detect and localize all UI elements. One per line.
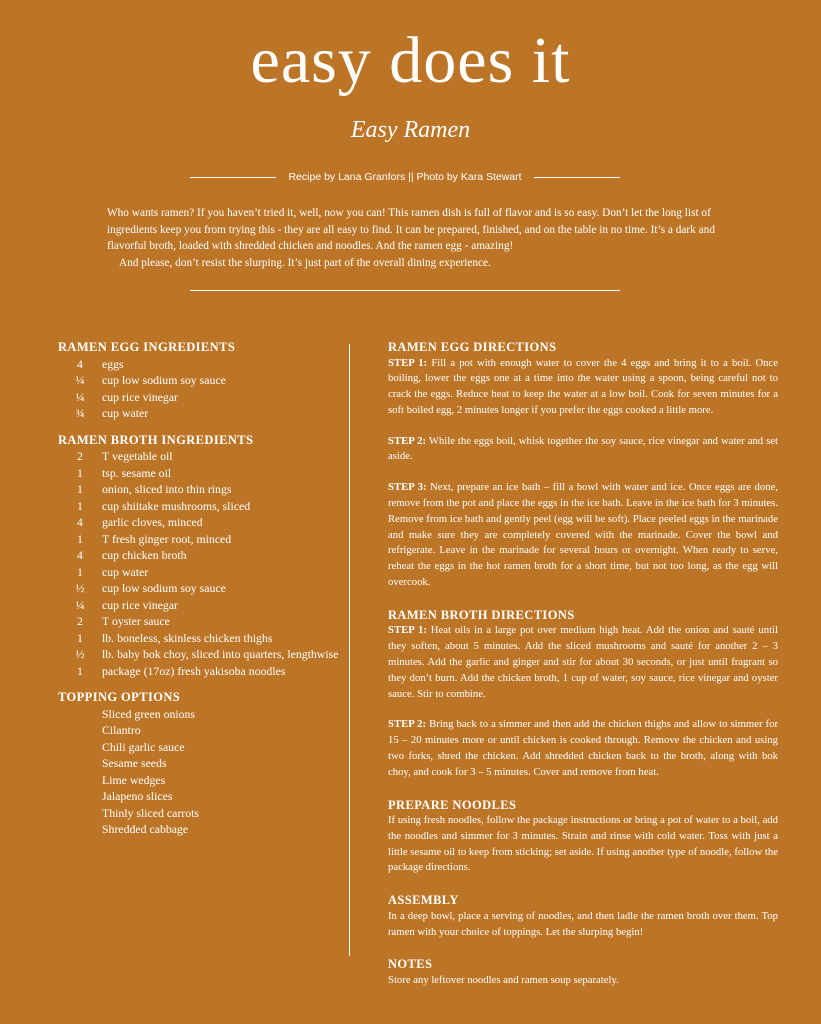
list-item [58,597,343,614]
ingredient-qty: ¼ [75,373,85,387]
ingredient-name: cup low sodium soy sauce [102,581,226,595]
list-item [58,405,343,422]
ingredient-name: cup water [102,406,149,420]
step-label: STEP 1: [388,624,427,637]
list-item [58,663,343,680]
noodles-text: If using fresh noodles, follow the package instructions or bring a pot of water to a boil, add the noodles and simmer for 3 minutes. Strain and rinse with cold water. Toss with just a little sesame oil to keep from sticking; set aside. If using another type of noodle, follow the package directions. [388,814,778,874]
egg-step-2 [388,434,778,466]
credit-rule-right [534,177,620,178]
column-divider [349,344,350,956]
broth-directions-heading: RAMEN BROTH DIRECTIONS [388,607,575,622]
step-label: STEP 2: [388,718,427,731]
ingredient-name: eggs [102,356,124,371]
step-text: Next, prepare an ice bath – fill a bowl with water and ice. Once eggs are done, remove from the pot and place the eggs in the ice bath. Leave in the ice bath for 3 minutes. Remove from ice bath and gently peel (egg will be soft). Place peeled eggs in the marinade and make sure they are completely covered with the marinade. Cover the bowl and refrigerate. Leave in the marinade for several hours or overnight. When ready to serve, reheat the eggs in the hot ramen broth for a short time, but not too long, as the egg will overcook. [388,481,778,589]
ingredient-qty: 1 [77,465,83,480]
ingredient-name: package (17oz) fresh yakisoba noodles [102,663,286,678]
egg-step-1 [388,356,778,419]
broth-ingredients-heading: RAMEN BROTH INGREDIENTS [58,432,254,447]
step-text: Fill a pot with enough water to cover the 4 eggs and bring it to a boil. Once boiling, lower the eggs one at a time into the water using a spoon, being careful not to crack the eggs. Reduce heat to keep the water at a low boil. Cook for seven minutes for a soft boiled egg, 2 minutes longer if you prefer the eggs cooked a little more. [388,356,778,416]
list-item: Chili garlic sauce [102,739,185,754]
egg-directions-heading: RAMEN EGG DIRECTIONS [388,340,557,354]
list-item: Sesame seeds [102,756,167,770]
notes-text: Store any leftover noodles and ramen soup separately. [388,973,619,986]
ingredient-name: cup rice vinegar [102,597,178,612]
list-item [58,481,343,498]
ingredient-qty: ¾ [75,406,85,420]
intro-divider [190,290,620,291]
credit-line: Recipe by Lana Granfors || Photo by Kara Stewart [288,171,522,183]
ingredient-qty: 1 [77,564,83,579]
ingredient-qty: 1 [77,663,83,678]
notes-heading: NOTES [388,957,433,972]
list-item [58,547,343,564]
step-text: Heat oils in a large pot over medium high heat. Add the onion and sauté until they soften, about 5 minutes. Add the sliced mushrooms and sauté for another 2 – 3 minutes. Add the garlic and ginger and stir for about 30 seconds, or just until fragrant so they don’t burn. Add the chicken broth, 1 cup of water, soy sauce, rice vinegar and oyster sauce. Stir to combine. [388,624,778,700]
ingredient-qty: 2 [77,614,83,628]
directions-column [388,339,778,989]
credit-row [190,171,620,183]
ingredient-name: T vegetable oil [102,449,173,463]
ingredient-name: lb. baby bok choy, sliced into quarters, lengthwise [102,647,339,661]
ingredient-qty: 1 [77,498,83,513]
ingredient-qty: 2 [77,449,83,463]
ingredient-name: cup water [102,564,149,579]
ingredient-name: tsp. sesame oil [102,465,172,480]
ingredient-qty: 4 [77,548,83,562]
step-label: STEP 2: [388,434,427,447]
ingredient-qty: ¼ [75,389,85,404]
recipe-subtitle: Easy Ramen [350,117,471,143]
list-item [58,514,343,531]
credit-rule-left [190,177,276,178]
ingredient-name: onion, sliced into thin rings [102,482,232,496]
topping-options-list [58,706,343,838]
noodles-heading: PREPARE NOODLES [388,797,517,812]
intro-paragraph-1: Who wants ramen? If you haven’t tried it, well, now you can! This ramen dish is full of flavor and is so easy. Don’t let the long list of ingredients keep you from trying this - they are all easy to find. It can be prepared, finished, and on the table in no time. It’s a dark and flavorful broth, loaded with shredded chicken and noodles. And the ramen egg - amazing! [107,207,715,253]
list-item: Cilantro [102,723,141,737]
broth-step-1 [388,623,778,702]
list-item [58,564,343,581]
assembly-heading: ASSEMBLY [388,893,459,908]
list-item: Sliced green onions [102,706,196,721]
list-item [58,356,343,373]
intro-paragraph-2: And please, don’t resist the slurping. It’s just part of the overall dining experience. [119,256,491,269]
list-item [58,630,343,647]
list-item [58,646,343,663]
ingredient-qty: 1 [77,531,83,546]
ingredient-qty: ½ [75,581,85,595]
assembly-text: In a deep bowl, place a serving of noodles, and then ladle the ramen broth over them. Top ramen with your choice of toppings. Let the slurping begin! [388,909,778,938]
broth-ingredients-list [58,448,343,679]
intro-text [107,205,719,271]
list-item [58,498,343,515]
ingredient-qty: 1 [77,630,83,645]
egg-ingredients-heading: RAMEN EGG INGREDIENTS [58,340,236,354]
ingredient-name: cup low sodium soy sauce [102,373,226,387]
ingredient-name: cup shiitake mushrooms, sliced [102,498,251,513]
egg-step-3 [388,480,778,591]
egg-ingredients-list [58,356,343,422]
list-item [58,389,343,406]
ingredient-name: T fresh ginger root, minced [102,531,232,546]
list-item [58,613,343,630]
list-item: Jalapeno slices [102,789,173,803]
step-label: STEP 1: [388,356,428,369]
step-text: Bring back to a simmer and then add the chicken thighs and allow to simmer for 15 – 20 minutes more or until chicken is cooked through. Remove the chicken and using two forks, shred the chicken. Add shredded chicken back to the broth, along with bok choy, and cook for 3 – 5 minutes. Cover and remove from heat. [388,718,779,778]
ingredient-qty: ½ [75,647,85,661]
ingredients-column [58,339,343,838]
list-item [58,465,343,482]
ingredient-qty: 4 [77,356,83,371]
ingredient-qty: 1 [77,482,83,496]
list-item: Lime wedges [102,772,166,787]
page-title: easy does it [250,24,571,97]
ingredient-name: cup chicken broth [102,548,187,562]
topping-options-heading: TOPPING OPTIONS [58,690,181,704]
list-item [58,531,343,548]
step-label: STEP 3: [388,481,427,494]
ingredient-name: T oyster sauce [102,614,170,628]
list-item: Thinly sliced carrots [102,805,199,820]
list-item [58,448,343,465]
ingredient-qty: 4 [77,515,83,529]
ingredient-name: garlic cloves, minced [102,515,203,529]
ingredient-qty: ¼ [75,597,85,612]
ingredient-name: cup rice vinegar [102,389,178,404]
list-item: Shredded cabbage [102,822,189,836]
step-text: While the eggs boil, whisk together the soy sauce, rice vinegar and water and set aside. [388,434,778,463]
broth-step-2 [388,717,778,780]
list-item [58,372,343,389]
list-item [58,580,343,597]
ingredient-name: lb. boneless, skinless chicken thighs [102,630,273,645]
